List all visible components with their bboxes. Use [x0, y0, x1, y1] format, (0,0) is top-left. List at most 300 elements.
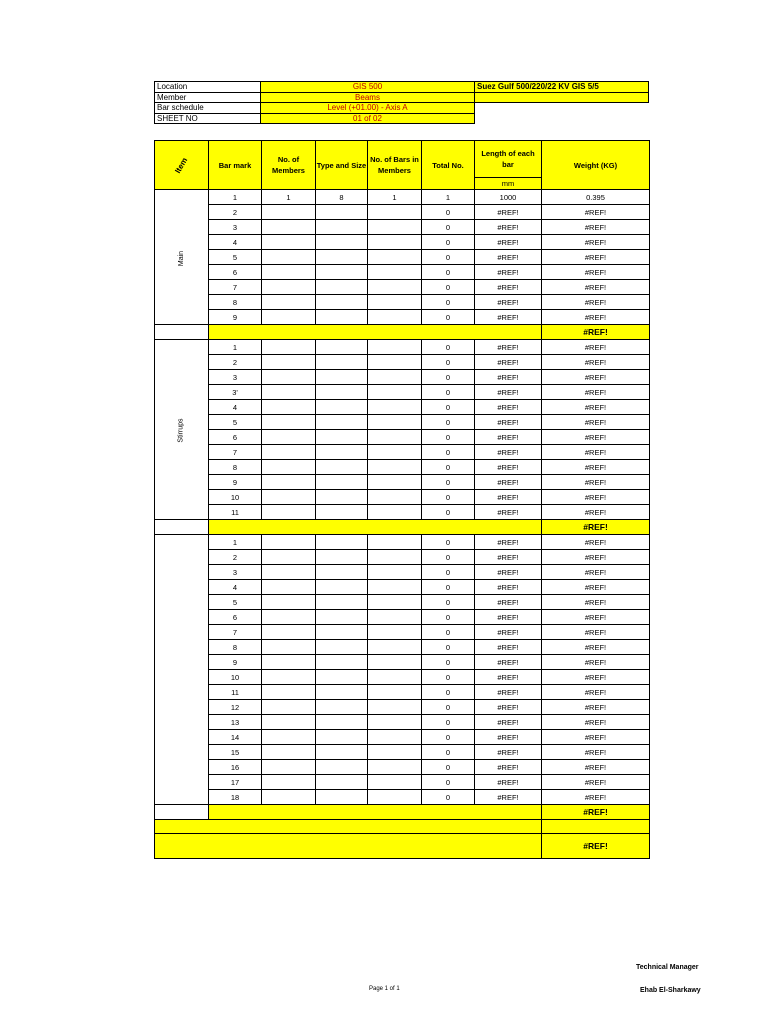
bars-in-members-cell[interactable]	[368, 625, 422, 640]
bar-mark-cell[interactable]: 11	[209, 685, 262, 700]
bars-in-members-cell[interactable]	[368, 700, 422, 715]
header-value[interactable]: Beams	[261, 92, 475, 103]
bar-mark-cell[interactable]: 18	[209, 790, 262, 805]
weight-cell[interactable]: #REF!	[542, 265, 650, 280]
members-cell[interactable]	[262, 400, 316, 415]
total-no-cell[interactable]: 0	[422, 460, 475, 475]
length-cell[interactable]: #REF!	[475, 640, 542, 655]
type-size-cell[interactable]	[316, 445, 368, 460]
table-row	[155, 745, 650, 760]
members-cell[interactable]	[262, 595, 316, 610]
total-no-cell[interactable]: 0	[422, 400, 475, 415]
length-cell[interactable]: #REF!	[475, 745, 542, 760]
table-row	[155, 250, 650, 265]
total-no-cell[interactable]: 0	[422, 235, 475, 250]
members-cell[interactable]	[262, 385, 316, 400]
length-cell[interactable]: #REF!	[475, 250, 542, 265]
bars-in-members-cell[interactable]	[368, 565, 422, 580]
bars-in-members-cell[interactable]	[368, 460, 422, 475]
total-no-cell[interactable]: 0	[422, 370, 475, 385]
members-cell[interactable]	[262, 550, 316, 565]
total-no-cell[interactable]: 0	[422, 565, 475, 580]
length-cell[interactable]: #REF!	[475, 205, 542, 220]
bars-in-members-cell[interactable]	[368, 445, 422, 460]
header-row-sheet-no	[155, 113, 649, 124]
weight-cell[interactable]: #REF!	[542, 310, 650, 325]
weight-cell[interactable]: #REF!	[542, 745, 650, 760]
length-cell[interactable]: #REF!	[475, 595, 542, 610]
weight-cell[interactable]: #REF!	[542, 580, 650, 595]
total-no-cell[interactable]: 0	[422, 505, 475, 520]
type-size-cell[interactable]	[316, 280, 368, 295]
members-cell[interactable]	[262, 745, 316, 760]
weight-cell[interactable]: #REF!	[542, 250, 650, 265]
length-cell[interactable]: #REF!	[475, 535, 542, 550]
length-cell[interactable]: #REF!	[475, 385, 542, 400]
type-size-cell[interactable]	[316, 595, 368, 610]
members-cell[interactable]	[262, 730, 316, 745]
total-no-cell[interactable]: 0	[422, 490, 475, 505]
bar-mark-cell[interactable]: 17	[209, 775, 262, 790]
weight-cell[interactable]: #REF!	[542, 505, 650, 520]
type-size-cell[interactable]	[316, 670, 368, 685]
members-cell[interactable]	[262, 370, 316, 385]
weight-cell[interactable]: #REF!	[542, 355, 650, 370]
length-cell[interactable]: #REF!	[475, 460, 542, 475]
weight-cell[interactable]: #REF!	[542, 295, 650, 310]
total-no-cell[interactable]: 0	[422, 700, 475, 715]
bar-mark-cell[interactable]: 4	[209, 235, 262, 250]
header-row-bar-schedule	[155, 103, 649, 114]
bar-mark-cell[interactable]: 12	[209, 700, 262, 715]
members-cell[interactable]	[262, 655, 316, 670]
total-no-cell[interactable]: 0	[422, 310, 475, 325]
bars-in-members-cell[interactable]	[368, 760, 422, 775]
length-cell[interactable]: #REF!	[475, 220, 542, 235]
weight-cell[interactable]: #REF!	[542, 430, 650, 445]
bar-mark-cell[interactable]: 3	[209, 370, 262, 385]
total-no-cell[interactable]: 0	[422, 280, 475, 295]
bars-in-members-cell[interactable]	[368, 430, 422, 445]
type-size-cell[interactable]	[316, 685, 368, 700]
weight-cell[interactable]: #REF!	[542, 235, 650, 250]
weight-cell[interactable]: #REF!	[542, 205, 650, 220]
bars-in-members-cell[interactable]	[368, 775, 422, 790]
length-cell[interactable]: #REF!	[475, 625, 542, 640]
total-no-cell[interactable]: 0	[422, 340, 475, 355]
total-no-cell[interactable]: 0	[422, 205, 475, 220]
bars-in-members-cell[interactable]	[368, 655, 422, 670]
bar-mark-cell[interactable]: 1	[209, 535, 262, 550]
weight-cell[interactable]: #REF!	[542, 445, 650, 460]
bar-mark-cell[interactable]: 1	[209, 190, 262, 205]
members-cell[interactable]	[262, 685, 316, 700]
weight-cell[interactable]: #REF!	[542, 760, 650, 775]
members-cell[interactable]	[262, 715, 316, 730]
type-size-cell[interactable]	[316, 265, 368, 280]
length-cell[interactable]: #REF!	[475, 265, 542, 280]
bars-in-members-cell[interactable]	[368, 550, 422, 565]
signatory-name: Ehab El-Sharkawy	[640, 987, 701, 994]
bar-mark-cell[interactable]: 7	[209, 445, 262, 460]
length-cell[interactable]: #REF!	[475, 340, 542, 355]
members-cell[interactable]	[262, 310, 316, 325]
bars-in-members-cell[interactable]	[368, 490, 422, 505]
type-size-cell[interactable]	[316, 400, 368, 415]
length-cell[interactable]: 1000	[475, 190, 542, 205]
weight-cell[interactable]: #REF!	[542, 625, 650, 640]
type-size-cell[interactable]	[316, 295, 368, 310]
bars-in-members-cell[interactable]	[368, 685, 422, 700]
type-size-cell[interactable]	[316, 535, 368, 550]
total-no-cell[interactable]: 0	[422, 670, 475, 685]
weight-cell[interactable]: #REF!	[542, 640, 650, 655]
type-size-cell[interactable]	[316, 775, 368, 790]
weight-cell[interactable]: #REF!	[542, 220, 650, 235]
weight-cell[interactable]: #REF!	[542, 670, 650, 685]
bars-in-members-cell[interactable]	[368, 715, 422, 730]
type-size-cell[interactable]: 8	[316, 190, 368, 205]
spacer-fill	[155, 820, 542, 834]
total-no-cell[interactable]: 0	[422, 730, 475, 745]
type-size-cell[interactable]	[316, 565, 368, 580]
bars-in-members-cell[interactable]	[368, 310, 422, 325]
length-cell[interactable]: #REF!	[475, 565, 542, 580]
members-cell[interactable]	[262, 355, 316, 370]
type-size-cell[interactable]	[316, 355, 368, 370]
bar-mark-cell[interactable]: 2	[209, 550, 262, 565]
column-header-row	[155, 141, 650, 178]
members-cell[interactable]	[262, 460, 316, 475]
length-cell[interactable]: #REF!	[475, 295, 542, 310]
weight-cell[interactable]: #REF!	[542, 775, 650, 790]
bars-in-members-cell[interactable]	[368, 340, 422, 355]
total-no-cell[interactable]: 0	[422, 745, 475, 760]
bars-in-members-cell[interactable]	[368, 220, 422, 235]
type-size-cell[interactable]	[316, 205, 368, 220]
bars-in-members-cell[interactable]	[368, 580, 422, 595]
members-cell[interactable]	[262, 415, 316, 430]
type-size-cell[interactable]	[316, 715, 368, 730]
subtotal-weight[interactable]: #REF!	[542, 325, 650, 340]
type-size-cell[interactable]	[316, 475, 368, 490]
total-no-cell[interactable]: 0	[422, 355, 475, 370]
bars-in-members-cell[interactable]	[368, 595, 422, 610]
header-value[interactable]: Level (+01.00) - Axis A	[261, 103, 475, 114]
length-cell[interactable]: #REF!	[475, 445, 542, 460]
bar-mark-cell[interactable]: 5	[209, 415, 262, 430]
spacer-row	[155, 820, 650, 834]
project-extra[interactable]	[475, 92, 649, 103]
weight-cell[interactable]: #REF!	[542, 460, 650, 475]
bar-mark-cell[interactable]: 5	[209, 250, 262, 265]
length-cell[interactable]: #REF!	[475, 655, 542, 670]
bars-in-members-cell[interactable]	[368, 610, 422, 625]
header-label: Member	[155, 92, 261, 103]
bar-schedule-table	[154, 140, 650, 859]
type-size-cell[interactable]	[316, 490, 368, 505]
bars-in-members-cell[interactable]	[368, 370, 422, 385]
type-size-cell[interactable]	[316, 220, 368, 235]
bar-mark-cell[interactable]: 2	[209, 205, 262, 220]
members-cell[interactable]	[262, 535, 316, 550]
bars-in-members-cell[interactable]	[368, 355, 422, 370]
length-cell[interactable]: #REF!	[475, 790, 542, 805]
bars-in-members-cell[interactable]	[368, 505, 422, 520]
total-no-cell[interactable]: 0	[422, 685, 475, 700]
length-cell[interactable]: #REF!	[475, 715, 542, 730]
total-no-cell[interactable]: 0	[422, 550, 475, 565]
total-no-cell[interactable]: 0	[422, 445, 475, 460]
bars-in-members-cell[interactable]	[368, 280, 422, 295]
members-cell[interactable]	[262, 295, 316, 310]
members-cell[interactable]	[262, 445, 316, 460]
weight-cell[interactable]: #REF!	[542, 655, 650, 670]
weight-cell[interactable]: #REF!	[542, 490, 650, 505]
weight-cell[interactable]: #REF!	[542, 730, 650, 745]
bar-mark-cell[interactable]: 7	[209, 280, 262, 295]
bars-in-members-cell[interactable]	[368, 295, 422, 310]
weight-cell[interactable]: 0.395	[542, 190, 650, 205]
subtotal-weight[interactable]: #REF!	[542, 805, 650, 820]
type-size-cell[interactable]	[316, 505, 368, 520]
weight-cell[interactable]: #REF!	[542, 565, 650, 580]
total-no-cell[interactable]: 0	[422, 415, 475, 430]
bars-in-members-cell[interactable]	[368, 790, 422, 805]
members-cell[interactable]	[262, 220, 316, 235]
members-cell[interactable]	[262, 640, 316, 655]
table-row	[155, 430, 650, 445]
bar-mark-cell[interactable]: 1	[209, 340, 262, 355]
members-cell[interactable]	[262, 670, 316, 685]
total-no-cell[interactable]: 0	[422, 250, 475, 265]
members-cell[interactable]	[262, 580, 316, 595]
members-cell[interactable]	[262, 430, 316, 445]
bar-mark-cell[interactable]: 7	[209, 625, 262, 640]
type-size-cell[interactable]	[316, 700, 368, 715]
type-size-cell[interactable]	[316, 790, 368, 805]
length-cell[interactable]: #REF!	[475, 550, 542, 565]
total-no-cell[interactable]: 0	[422, 265, 475, 280]
bar-mark-cell[interactable]: 11	[209, 505, 262, 520]
weight-cell[interactable]: #REF!	[542, 595, 650, 610]
weight-cell[interactable]: #REF!	[542, 280, 650, 295]
bar-mark-cell[interactable]: 9	[209, 475, 262, 490]
length-cell[interactable]: #REF!	[475, 505, 542, 520]
total-no-cell[interactable]: 1	[422, 190, 475, 205]
length-cell[interactable]: #REF!	[475, 370, 542, 385]
type-size-cell[interactable]	[316, 460, 368, 475]
bar-mark-cell[interactable]: 3	[209, 565, 262, 580]
total-no-cell[interactable]: 0	[422, 610, 475, 625]
length-cell[interactable]: #REF!	[475, 430, 542, 445]
bars-in-members-cell[interactable]	[368, 250, 422, 265]
members-cell[interactable]	[262, 250, 316, 265]
type-size-cell[interactable]	[316, 340, 368, 355]
weight-cell[interactable]: #REF!	[542, 340, 650, 355]
type-size-cell[interactable]	[316, 640, 368, 655]
length-cell[interactable]: #REF!	[475, 400, 542, 415]
members-cell[interactable]	[262, 490, 316, 505]
total-no-cell[interactable]: 0	[422, 625, 475, 640]
length-cell[interactable]: #REF!	[475, 475, 542, 490]
length-cell[interactable]: #REF!	[475, 415, 542, 430]
bar-mark-cell[interactable]: 3	[209, 220, 262, 235]
bar-mark-cell[interactable]: 15	[209, 745, 262, 760]
type-size-cell[interactable]	[316, 235, 368, 250]
bar-mark-cell[interactable]: 6	[209, 430, 262, 445]
bar-mark-cell[interactable]: 3'	[209, 385, 262, 400]
bar-mark-cell[interactable]: 4	[209, 580, 262, 595]
table-row	[155, 490, 650, 505]
bars-in-members-cell[interactable]	[368, 265, 422, 280]
type-size-cell[interactable]	[316, 370, 368, 385]
length-cell[interactable]: #REF!	[475, 685, 542, 700]
bars-in-members-cell[interactable]	[368, 535, 422, 550]
type-size-cell[interactable]	[316, 760, 368, 775]
type-size-cell[interactable]	[316, 730, 368, 745]
bar-mark-cell[interactable]: 8	[209, 295, 262, 310]
total-no-cell[interactable]: 0	[422, 295, 475, 310]
col-header-total-no: Total No.	[422, 141, 475, 190]
members-cell[interactable]	[262, 565, 316, 580]
bars-in-members-cell[interactable]: 1	[368, 190, 422, 205]
members-cell[interactable]	[262, 265, 316, 280]
bars-in-members-cell[interactable]	[368, 385, 422, 400]
bar-mark-cell[interactable]: 16	[209, 760, 262, 775]
length-cell[interactable]: #REF!	[475, 775, 542, 790]
type-size-cell[interactable]	[316, 655, 368, 670]
type-size-cell[interactable]	[316, 745, 368, 760]
bar-mark-cell[interactable]: 6	[209, 610, 262, 625]
length-cell[interactable]: #REF!	[475, 310, 542, 325]
total-no-cell[interactable]: 0	[422, 535, 475, 550]
length-cell[interactable]: #REF!	[475, 235, 542, 250]
type-size-cell[interactable]	[316, 385, 368, 400]
bars-in-members-cell[interactable]	[368, 745, 422, 760]
members-cell[interactable]	[262, 280, 316, 295]
members-cell[interactable]	[262, 760, 316, 775]
table-row	[155, 475, 650, 490]
weight-cell[interactable]: #REF!	[542, 385, 650, 400]
table-row	[155, 445, 650, 460]
weight-cell[interactable]: #REF!	[542, 415, 650, 430]
weight-cell[interactable]: #REF!	[542, 550, 650, 565]
length-cell[interactable]: #REF!	[475, 355, 542, 370]
bars-in-members-cell[interactable]	[368, 205, 422, 220]
grand-total-weight[interactable]: #REF!	[542, 834, 650, 859]
total-no-cell[interactable]: 0	[422, 595, 475, 610]
total-no-cell[interactable]: 0	[422, 655, 475, 670]
total-no-cell[interactable]: 0	[422, 385, 475, 400]
bar-mark-cell[interactable]: 5	[209, 595, 262, 610]
bar-mark-cell[interactable]: 8	[209, 640, 262, 655]
type-size-cell[interactable]	[316, 625, 368, 640]
bar-mark-cell[interactable]: 9	[209, 655, 262, 670]
bars-in-members-cell[interactable]	[368, 400, 422, 415]
bar-mark-cell[interactable]: 8	[209, 460, 262, 475]
members-cell[interactable]	[262, 625, 316, 640]
weight-cell[interactable]: #REF!	[542, 790, 650, 805]
weight-cell[interactable]: #REF!	[542, 610, 650, 625]
members-cell[interactable]	[262, 610, 316, 625]
weight-cell[interactable]: #REF!	[542, 370, 650, 385]
bars-in-members-cell[interactable]	[368, 670, 422, 685]
bar-mark-cell[interactable]: 2	[209, 355, 262, 370]
members-cell[interactable]	[262, 235, 316, 250]
bar-mark-cell[interactable]: 9	[209, 310, 262, 325]
bar-mark-cell[interactable]: 10	[209, 490, 262, 505]
table-row	[155, 790, 650, 805]
bars-in-members-cell[interactable]	[368, 415, 422, 430]
total-no-cell[interactable]: 0	[422, 640, 475, 655]
type-size-cell[interactable]	[316, 580, 368, 595]
weight-cell[interactable]: #REF!	[542, 535, 650, 550]
table-row	[155, 730, 650, 745]
weight-cell[interactable]: #REF!	[542, 400, 650, 415]
subtotal-weight[interactable]: #REF!	[542, 520, 650, 535]
bar-mark-cell[interactable]: 10	[209, 670, 262, 685]
type-size-cell[interactable]	[316, 610, 368, 625]
total-no-cell[interactable]: 0	[422, 580, 475, 595]
weight-cell[interactable]: #REF!	[542, 700, 650, 715]
bar-mark-cell[interactable]: 14	[209, 730, 262, 745]
type-size-cell[interactable]	[316, 430, 368, 445]
members-cell[interactable]	[262, 505, 316, 520]
members-cell[interactable]	[262, 775, 316, 790]
bars-in-members-cell[interactable]	[368, 475, 422, 490]
total-no-cell[interactable]: 0	[422, 475, 475, 490]
type-size-cell[interactable]	[316, 310, 368, 325]
type-size-cell[interactable]	[316, 550, 368, 565]
bars-in-members-cell[interactable]	[368, 730, 422, 745]
members-cell[interactable]	[262, 790, 316, 805]
bar-mark-cell[interactable]: 13	[209, 715, 262, 730]
bar-mark-cell[interactable]: 4	[209, 400, 262, 415]
total-no-cell[interactable]: 0	[422, 715, 475, 730]
length-cell[interactable]: #REF!	[475, 760, 542, 775]
header-value[interactable]: GIS 500	[261, 82, 475, 93]
length-cell[interactable]: #REF!	[475, 700, 542, 715]
bar-mark-cell[interactable]: 6	[209, 265, 262, 280]
weight-cell[interactable]: #REF!	[542, 715, 650, 730]
bars-in-members-cell[interactable]	[368, 235, 422, 250]
total-no-cell[interactable]: 0	[422, 760, 475, 775]
members-cell[interactable]	[262, 205, 316, 220]
type-size-cell[interactable]	[316, 415, 368, 430]
total-no-cell[interactable]: 0	[422, 430, 475, 445]
total-no-cell[interactable]: 0	[422, 220, 475, 235]
type-size-cell[interactable]	[316, 250, 368, 265]
length-cell[interactable]: #REF!	[475, 610, 542, 625]
bars-in-members-cell[interactable]	[368, 640, 422, 655]
length-cell[interactable]: #REF!	[475, 670, 542, 685]
length-cell[interactable]: #REF!	[475, 730, 542, 745]
members-cell[interactable]	[262, 475, 316, 490]
length-cell[interactable]: #REF!	[475, 280, 542, 295]
length-cell[interactable]: #REF!	[475, 490, 542, 505]
length-cell[interactable]: #REF!	[475, 580, 542, 595]
members-cell[interactable]	[262, 340, 316, 355]
members-cell[interactable]	[262, 700, 316, 715]
weight-cell[interactable]: #REF!	[542, 475, 650, 490]
header-value[interactable]: 01 of 02	[261, 113, 475, 124]
members-cell[interactable]: 1	[262, 190, 316, 205]
project-name[interactable]: Suez Gulf 500/220/22 KV GIS 5/5	[475, 82, 649, 93]
weight-cell[interactable]: #REF!	[542, 685, 650, 700]
total-no-cell[interactable]: 0	[422, 775, 475, 790]
total-no-cell[interactable]: 0	[422, 790, 475, 805]
